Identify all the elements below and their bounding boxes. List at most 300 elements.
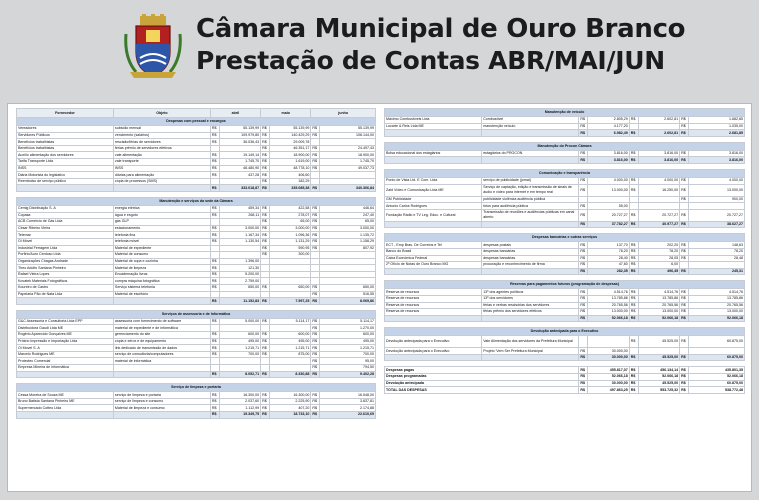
object-cell: assessoria com fornecimento de software bbox=[113, 318, 210, 325]
amount-cell: 538.772,48 bbox=[689, 387, 745, 394]
section-title: Serviços de assessoria e de Informática bbox=[17, 310, 376, 318]
currency-symbol: R$ bbox=[311, 165, 320, 172]
currency-symbol: R$ bbox=[680, 387, 689, 394]
currency-symbol: R$ bbox=[261, 172, 270, 179]
currency-symbol: R$ bbox=[629, 130, 638, 137]
amount-cell: 95,00 bbox=[320, 358, 376, 365]
currency-symbol: R$ bbox=[579, 315, 588, 322]
currency-symbol: R$ bbox=[680, 184, 689, 196]
table-row bbox=[17, 152, 376, 159]
amount-cell: 28,48 bbox=[689, 255, 745, 262]
currency-symbol: R$ bbox=[680, 242, 689, 249]
currency-symbol: R$ bbox=[210, 371, 219, 378]
currency-symbol: R$ bbox=[210, 132, 219, 139]
currency-symbol: R$ bbox=[680, 150, 689, 157]
supplier-cell: Bruno Batista Santana Pinheiro ME bbox=[17, 398, 114, 405]
currency-symbol bbox=[311, 172, 320, 179]
amount-cell: 4.514,76 bbox=[588, 289, 629, 296]
amount-cell: 1.270,00 bbox=[320, 325, 376, 332]
currency-symbol: R$ bbox=[210, 232, 219, 239]
currency-symbol: R$ bbox=[629, 150, 638, 157]
amount-cell: 140.429,29 bbox=[270, 132, 311, 139]
amount-cell: 52.066,18 bbox=[689, 374, 745, 381]
currency-symbol: R$ bbox=[311, 358, 320, 365]
total-label-cell bbox=[113, 185, 210, 192]
table-row bbox=[17, 172, 376, 179]
amount-cell bbox=[219, 178, 260, 185]
currency-symbol: R$ bbox=[311, 411, 320, 418]
amount-cell: 1.135,72 bbox=[320, 232, 376, 239]
currency-symbol: R$ bbox=[210, 126, 219, 133]
section-header bbox=[385, 328, 745, 336]
amount-cell: 1.131,29 bbox=[270, 238, 311, 245]
amount-cell: 36.036,43 bbox=[219, 139, 260, 146]
supplier-cell: Theo Adolfo Santana Pinheiro bbox=[17, 265, 114, 272]
amount-cell bbox=[689, 262, 745, 269]
supplier-cell: Cemig Distribuição S. A bbox=[17, 205, 114, 212]
total-label-cell bbox=[385, 315, 482, 322]
section-total-row bbox=[17, 185, 376, 192]
supplier-cell: Diária Motorista do legislativo bbox=[17, 172, 114, 179]
currency-symbol: R$ bbox=[629, 268, 638, 275]
object-cell: manutenção veículo bbox=[482, 123, 579, 130]
currency-symbol: R$ bbox=[210, 265, 219, 272]
total-label-cell bbox=[17, 371, 114, 378]
currency-symbol bbox=[629, 123, 638, 130]
amount-cell: 13.000,00 bbox=[689, 184, 745, 196]
object-cell: Material de limpeza bbox=[113, 265, 210, 272]
section-total-row bbox=[17, 411, 376, 418]
currency-symbol: R$ bbox=[311, 325, 320, 332]
currency-symbol: R$ bbox=[680, 374, 689, 381]
total-label-cell bbox=[17, 185, 114, 192]
amount-cell bbox=[320, 172, 376, 179]
amount-cell: 335.085,38 bbox=[270, 185, 311, 192]
supplier-cell: G&C Assessoria e Consultoria Ltda EPP bbox=[17, 318, 114, 325]
amount-cell bbox=[320, 178, 376, 185]
supplier-cell: Banco do Brasil bbox=[385, 248, 482, 255]
currency-symbol: R$ bbox=[261, 212, 270, 219]
supplier-cell: Servidores Públicos bbox=[17, 132, 114, 139]
section-title: Reservas para pagamentos futuros (programação de despesas) bbox=[385, 281, 745, 289]
currency-symbol: R$ bbox=[210, 271, 219, 278]
amount-cell bbox=[320, 265, 376, 272]
table-row bbox=[17, 225, 376, 232]
currency-symbol: R$ bbox=[311, 285, 320, 292]
amount-cell: 282,35 bbox=[588, 268, 629, 275]
amount-cell: 4.000,00 bbox=[588, 177, 629, 184]
supplier-cell: Benefícios trabalhistas bbox=[17, 139, 114, 146]
amount-cell: 2.225,90 bbox=[270, 398, 311, 405]
currency-symbol: R$ bbox=[680, 302, 689, 309]
object-cell: telefonia fixa bbox=[113, 232, 210, 239]
amount-cell: 1.396,00 bbox=[219, 258, 260, 265]
amount-cell: 121,30 bbox=[219, 265, 260, 272]
amount-cell: 437,28 bbox=[219, 172, 260, 179]
supplier-cell: GM Publicidade bbox=[385, 196, 482, 203]
section-gap bbox=[17, 418, 376, 424]
object-cell: procuração e reconhecimento de firma bbox=[482, 262, 579, 269]
currency-symbol: R$ bbox=[210, 212, 219, 219]
object-cell: Serviço sistema telefonia bbox=[113, 285, 210, 292]
amount-cell: 2.037,60 bbox=[219, 398, 260, 405]
currency-symbol: R$ bbox=[629, 221, 638, 228]
table-row bbox=[17, 291, 376, 298]
supplier-cell: Reserva de recursos bbox=[385, 295, 482, 302]
amount-cell: 182,29 bbox=[270, 178, 311, 185]
amount-cell: 6.982,49 bbox=[588, 130, 629, 137]
summary-row bbox=[385, 374, 745, 381]
table-row bbox=[17, 205, 376, 212]
total-label-cell bbox=[385, 268, 482, 275]
amount-cell: 13.785,86 bbox=[689, 295, 745, 302]
amount-cell: 38.627,27 bbox=[689, 221, 745, 228]
amount-cell: 1.745,70 bbox=[219, 158, 260, 165]
amount-cell: 13.785,86 bbox=[588, 295, 629, 302]
currency-symbol bbox=[311, 139, 320, 146]
currency-symbol: R$ bbox=[210, 318, 219, 325]
supplier-cell: ACB Comércio de Gás Ltda bbox=[17, 219, 114, 226]
table-row bbox=[17, 278, 376, 285]
currency-symbol bbox=[579, 196, 588, 203]
object-cell: compra máquina fotográfica bbox=[113, 278, 210, 285]
currency-symbol: R$ bbox=[311, 158, 320, 165]
object-cell: Encadernação livros bbox=[113, 271, 210, 278]
amount-cell: 65,00 bbox=[320, 219, 376, 226]
section-title: Manutenção e serviços da sede da Câmara bbox=[17, 197, 376, 205]
object-cell: serviço de consultoria/computadores bbox=[113, 351, 210, 358]
currency-symbol: R$ bbox=[579, 255, 588, 262]
amount-cell: 1.682,85 bbox=[689, 117, 745, 124]
amount-cell: 1.130,54 bbox=[219, 238, 260, 245]
currency-symbol: R$ bbox=[579, 302, 588, 309]
amount-cell bbox=[270, 271, 311, 278]
amount-cell: 1.158,29 bbox=[320, 238, 376, 245]
currency-symbol: R$ bbox=[311, 405, 320, 412]
table-row bbox=[17, 178, 376, 185]
amount-cell bbox=[320, 258, 376, 265]
currency-symbol: R$ bbox=[311, 298, 320, 305]
column-header-april: abril bbox=[210, 109, 260, 118]
table-row bbox=[17, 158, 376, 165]
object-cell: Material de copa e cozinha bbox=[113, 258, 210, 265]
amount-cell: 2.759,00 bbox=[219, 278, 260, 285]
supplier-cell: ECT - Emp Bras. De Correios e Tel bbox=[385, 242, 482, 249]
section-total-row bbox=[385, 268, 745, 275]
currency-symbol: R$ bbox=[210, 285, 219, 292]
table-row bbox=[17, 398, 376, 405]
table-row bbox=[385, 184, 745, 196]
currency-symbol: R$ bbox=[579, 157, 588, 164]
amount-cell: 3.816,00 bbox=[588, 157, 629, 164]
supplier-cell: Devolução antecipada para o Executivo bbox=[385, 336, 482, 348]
currency-symbol: R$ bbox=[629, 117, 638, 124]
currency-symbol bbox=[311, 258, 320, 265]
amount-cell: 45.525,00 bbox=[638, 336, 679, 348]
currency-symbol: R$ bbox=[629, 295, 638, 302]
object-cell: Transmissão de reuniões e audiências públicas em canal aberto bbox=[482, 209, 579, 221]
currency-symbol: R$ bbox=[311, 212, 320, 219]
currency-symbol: R$ bbox=[311, 245, 320, 252]
object-cell: telefonia móvel bbox=[113, 238, 210, 245]
object-cell: vencimento (salários) bbox=[113, 132, 210, 139]
object-cell: subsídio mensal bbox=[113, 126, 210, 133]
currency-symbol bbox=[261, 325, 270, 332]
column-header-row bbox=[17, 109, 376, 118]
currency-symbol bbox=[311, 265, 320, 272]
amount-cell: 20.765,56 bbox=[638, 302, 679, 309]
currency-symbol bbox=[210, 365, 219, 372]
amount-cell: 28,05 bbox=[638, 255, 679, 262]
amount-cell: 875,00 bbox=[270, 351, 311, 358]
amount-cell: 600,00 bbox=[320, 332, 376, 339]
left-table-block bbox=[16, 108, 376, 424]
object-cell: estacionamento bbox=[113, 225, 210, 232]
currency-symbol: R$ bbox=[579, 387, 588, 394]
object-cell: 13º dos servidores bbox=[482, 295, 579, 302]
currency-symbol bbox=[210, 325, 219, 332]
currency-symbol: R$ bbox=[579, 354, 588, 361]
object-cell: Vale Alimentação dos servidores da Prefeitura Municipal bbox=[482, 336, 579, 348]
amount-cell: 1.619,00 bbox=[270, 158, 311, 165]
table-row bbox=[17, 405, 376, 412]
table-row bbox=[385, 177, 745, 184]
amount-cell: 1.215,71 bbox=[270, 345, 311, 352]
currency-symbol: R$ bbox=[629, 262, 638, 269]
currency-symbol: R$ bbox=[680, 209, 689, 221]
currency-symbol: R$ bbox=[680, 221, 689, 228]
column-header-june: junho bbox=[311, 109, 376, 118]
supplier-cell: Prókrio Impressão e Importação Ltda bbox=[17, 338, 114, 345]
object-cell: energia elétrica bbox=[113, 205, 210, 212]
column-header-object: Objeto bbox=[113, 109, 210, 118]
amount-cell: 60.875,00 bbox=[689, 336, 745, 348]
currency-symbol: R$ bbox=[579, 221, 588, 228]
table-row bbox=[385, 117, 745, 124]
currency-symbol: R$ bbox=[210, 158, 219, 165]
amount-cell: 48.778,10 bbox=[270, 165, 311, 172]
amount-cell: 18.900,00 bbox=[320, 152, 376, 159]
amount-cell bbox=[588, 336, 629, 348]
currency-symbol: R$ bbox=[210, 345, 219, 352]
object-cell: cópia de processos (SMS) bbox=[113, 178, 210, 185]
currency-symbol: R$ bbox=[680, 255, 689, 262]
currency-symbol: R$ bbox=[579, 309, 588, 316]
total-label-cell bbox=[113, 411, 210, 418]
supplier-cell: Bolsa educacional dos estagiários bbox=[385, 150, 482, 157]
currency-symbol: R$ bbox=[261, 185, 270, 192]
section-header bbox=[385, 109, 745, 117]
supplier-cell: Porfirio/Auro Cerdoso Ltda bbox=[17, 252, 114, 259]
amount-cell: 3.816,00 bbox=[638, 150, 679, 157]
currency-symbol: R$ bbox=[629, 309, 638, 316]
total-label-cell bbox=[113, 298, 210, 305]
amount-cell: 6,00 bbox=[638, 262, 679, 269]
object-cell: Projeto 'Vem Ser Prefeitura Municipal bbox=[482, 348, 579, 355]
currency-symbol: R$ bbox=[261, 219, 270, 226]
amount-cell: 46.480,90 bbox=[219, 165, 260, 172]
amount-cell: 340.306,84 bbox=[320, 185, 376, 192]
amount-cell: 3.000,00 bbox=[219, 225, 260, 232]
currency-symbol: R$ bbox=[311, 345, 320, 352]
amount-cell: 600,00 bbox=[219, 332, 260, 339]
table-row bbox=[17, 338, 376, 345]
amount-cell: 300,00 bbox=[270, 252, 311, 259]
amount-cell: 20.727,27 bbox=[588, 209, 629, 221]
currency-symbol: R$ bbox=[261, 139, 270, 146]
section-header bbox=[17, 384, 376, 392]
amount-cell: 650,00 bbox=[219, 285, 260, 292]
table-row bbox=[17, 245, 376, 252]
amount-cell: 245,31 bbox=[689, 268, 745, 275]
amount-cell: 5.000,00 bbox=[219, 318, 260, 325]
page-title: Câmara Municipal de Ouro Branco bbox=[196, 14, 686, 44]
supplier-cell: Caixa Econômica Federal bbox=[385, 255, 482, 262]
amount-cell bbox=[219, 245, 260, 252]
summary-row bbox=[385, 387, 745, 394]
section-title: Despesas com pessoal e encargos bbox=[17, 118, 376, 126]
currency-symbol: R$ bbox=[579, 209, 588, 221]
supplier-cell: Antonio Carlos Rodrigues bbox=[385, 203, 482, 210]
currency-symbol: R$ bbox=[210, 225, 219, 232]
supplier-cell: Distribuidora Gaudi Ltda ME bbox=[17, 325, 114, 332]
currency-symbol bbox=[261, 258, 270, 265]
currency-symbol: R$ bbox=[579, 262, 588, 269]
table-row bbox=[385, 209, 745, 221]
amount-cell: 60.875,00 bbox=[689, 380, 745, 387]
currency-symbol bbox=[311, 271, 320, 278]
amount-cell bbox=[270, 358, 311, 365]
amount-cell: 1.112,99 bbox=[219, 405, 260, 412]
amount-cell: 516,55 bbox=[320, 291, 376, 298]
table-row bbox=[17, 258, 376, 265]
amount-cell: 4.514,76 bbox=[638, 289, 679, 296]
currency-symbol: R$ bbox=[629, 315, 638, 322]
currency-symbol: R$ bbox=[311, 365, 320, 372]
amount-cell: 497.863,25 bbox=[588, 387, 629, 394]
currency-symbol: R$ bbox=[680, 268, 689, 275]
amount-cell: 495,00 bbox=[270, 338, 311, 345]
object-cell: vale transporte bbox=[113, 158, 210, 165]
amount-cell: 28,40 bbox=[588, 255, 629, 262]
currency-symbol: R$ bbox=[261, 332, 270, 339]
supplier-cell: Papelaria Pão de Nata Ltda bbox=[17, 291, 114, 298]
currency-symbol bbox=[680, 262, 689, 269]
amount-cell: 109.979,80 bbox=[219, 132, 260, 139]
amount-cell: 16.250,00 bbox=[638, 184, 679, 196]
supplier-cell: Oi Móvel bbox=[17, 238, 114, 245]
currency-symbol: R$ bbox=[261, 252, 270, 259]
object-cell: serviço de publicidade (jornal) bbox=[482, 177, 579, 184]
currency-symbol: R$ bbox=[261, 338, 270, 345]
currency-symbol: R$ bbox=[629, 184, 638, 196]
table-row bbox=[385, 262, 745, 269]
amount-cell bbox=[320, 271, 376, 278]
amount-cell: 900,00 bbox=[689, 196, 745, 203]
section-header bbox=[385, 169, 745, 177]
currency-symbol: R$ bbox=[261, 405, 270, 412]
currency-symbol: R$ bbox=[261, 318, 270, 325]
section-header bbox=[385, 281, 745, 289]
currency-symbol: R$ bbox=[261, 392, 270, 399]
amount-cell: 3.816,00 bbox=[588, 150, 629, 157]
amount-cell: 78,20 bbox=[588, 248, 629, 255]
summary-row bbox=[385, 367, 745, 374]
table-row bbox=[17, 238, 376, 245]
amount-cell: 47,60 bbox=[588, 262, 629, 269]
amount-cell: 3.816,00 bbox=[638, 157, 679, 164]
supplier-cell: Cessa Moreira de Souza ME bbox=[17, 392, 114, 399]
object-cell: despesas bancárias bbox=[482, 248, 579, 255]
table-row bbox=[385, 348, 745, 355]
section-header bbox=[385, 142, 745, 150]
currency-symbol: R$ bbox=[680, 157, 689, 164]
currency-symbol: R$ bbox=[311, 332, 320, 339]
currency-symbol: R$ bbox=[311, 185, 320, 192]
currency-symbol: R$ bbox=[261, 411, 270, 418]
amount-cell: 49.037,73 bbox=[320, 165, 376, 172]
currency-symbol bbox=[210, 178, 219, 185]
amount-cell: 52.066,18 bbox=[689, 315, 745, 322]
currency-symbol: R$ bbox=[629, 157, 638, 164]
total-label-cell bbox=[482, 130, 579, 137]
object-cell: Material de expediente bbox=[113, 245, 210, 252]
currency-symbol: R$ bbox=[261, 145, 270, 152]
amount-cell: 18.733,10 bbox=[270, 411, 311, 418]
currency-symbol: R$ bbox=[680, 380, 689, 387]
amount-cell: 13.000,00 bbox=[689, 309, 745, 316]
amount-cell: 2.174,88 bbox=[320, 405, 376, 412]
amount-cell: 55,00 bbox=[588, 203, 629, 210]
amount-cell: 13.785,86 bbox=[638, 295, 679, 302]
section-total-row bbox=[385, 354, 745, 361]
currency-symbol: R$ bbox=[261, 126, 270, 133]
table-row bbox=[385, 248, 745, 255]
total-label-cell bbox=[482, 221, 579, 228]
amount-cell: 106.144,00 bbox=[320, 132, 376, 139]
amount-cell: 650,00 bbox=[320, 285, 376, 292]
total-label-cell bbox=[482, 315, 579, 322]
currency-symbol: R$ bbox=[629, 374, 638, 381]
currency-symbol: R$ bbox=[629, 336, 638, 348]
currency-symbol: R$ bbox=[210, 298, 219, 305]
section-title: Manutenção de veículo bbox=[385, 109, 745, 117]
amount-cell bbox=[689, 203, 745, 210]
currency-symbol: R$ bbox=[311, 232, 320, 239]
supplier-cell: Marcelo Rodrigues ME bbox=[17, 351, 114, 358]
table-row bbox=[385, 255, 745, 262]
currency-symbol: R$ bbox=[210, 165, 219, 172]
object-cell: despesas postais bbox=[482, 242, 579, 249]
supplier-cell: Rogério Aparecido Gonçalves ME bbox=[17, 332, 114, 339]
amount-cell: 30.000,00 bbox=[588, 348, 629, 355]
supplier-cell: Benefícios trabalhistas bbox=[17, 145, 114, 152]
amount-cell: 3.816,00 bbox=[689, 150, 745, 157]
amount-cell: 137,70 bbox=[588, 242, 629, 249]
currency-symbol bbox=[261, 358, 270, 365]
currency-symbol: R$ bbox=[210, 392, 219, 399]
currency-symbol bbox=[210, 219, 219, 226]
supplier-cell: Tarifa Transporte Ltda bbox=[17, 158, 114, 165]
object-cell: férias e verbas rescisórias dos servidores bbox=[482, 302, 579, 309]
amount-cell: 1.096,36 bbox=[270, 232, 311, 239]
supplier-cell: César Ribeiro Vieira bbox=[17, 225, 114, 232]
summary-label: Despesas programadas bbox=[385, 374, 579, 381]
total-label-cell bbox=[113, 371, 210, 378]
currency-symbol bbox=[311, 278, 320, 285]
currency-symbol: R$ bbox=[311, 351, 320, 358]
amount-cell: 2.805,29 bbox=[588, 117, 629, 124]
